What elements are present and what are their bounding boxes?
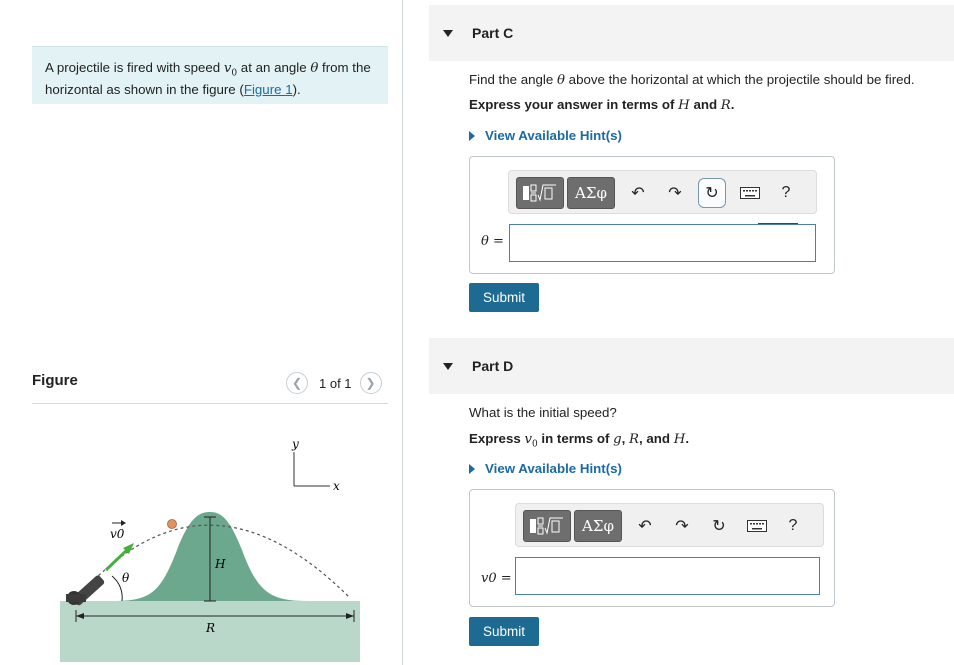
express-and: and <box>689 97 721 112</box>
pager-count: 1 of 1 <box>319 375 352 391</box>
v0-answer-input[interactable] <box>515 557 820 595</box>
math-toolbar <box>515 503 824 547</box>
intro-sub: 0 <box>231 68 238 79</box>
intro-text-c: from the horizontal as shown in the figure ( <box>45 60 371 97</box>
label-v0: v0 <box>110 527 125 541</box>
intro-text-a: A projectile is fired with speed <box>45 60 224 75</box>
hint-label: View Available Hint(s) <box>485 461 622 476</box>
keyboard-icon[interactable] <box>743 511 771 541</box>
redo-icon[interactable]: ↷ <box>668 185 682 202</box>
express-end: . <box>730 97 735 112</box>
label-theta: θ <box>122 571 130 585</box>
greek-symbols-button[interactable]: ΑΣφ <box>574 510 622 542</box>
express-g: g <box>613 432 622 447</box>
caret-right-icon <box>469 131 475 141</box>
theta-answer-input[interactable] <box>509 224 816 262</box>
answer-label-text: v0 = <box>481 571 512 586</box>
templates-icon <box>527 515 567 537</box>
keyboard-icon[interactable] <box>736 178 764 208</box>
projectile-ball <box>168 520 177 529</box>
part-d-express <box>469 431 689 450</box>
intro-theta: θ <box>310 61 319 76</box>
chevron-right-icon[interactable]: ❯ <box>360 372 382 394</box>
express-text: Express <box>469 431 525 446</box>
help-icon[interactable]: ? <box>788 517 798 534</box>
greek-symbols-button[interactable]: ΑΣφ <box>567 177 615 209</box>
reset-icon[interactable]: ↻ <box>698 178 726 208</box>
express-R: R <box>720 98 731 113</box>
part-d-submit-button[interactable]: Submit <box>469 617 539 646</box>
intro-text-b: at an angle <box>237 60 311 75</box>
express-text: Express your answer in terms of <box>469 97 679 112</box>
express-v: v <box>524 432 532 447</box>
part-c-title: Part C <box>472 25 514 41</box>
undo-icon[interactable]: ↶ <box>631 185 645 202</box>
figure-pager <box>286 372 382 394</box>
templates-button[interactable] <box>516 177 564 209</box>
undo-icon[interactable]: ↶ <box>638 518 652 535</box>
answer-label-text: θ = <box>481 234 504 249</box>
express-sub: 0 <box>531 439 538 450</box>
express-H: H <box>673 432 686 447</box>
part-c-submit-button[interactable]: Submit <box>469 283 539 312</box>
figure-link[interactable]: Figure 1 <box>243 81 293 97</box>
math-toolbar <box>508 170 817 214</box>
panel-divider <box>402 0 403 665</box>
caret-down-icon <box>443 363 453 370</box>
chevron-left-icon[interactable]: ❮ <box>286 372 308 394</box>
part-c-express <box>469 97 735 113</box>
express-d: , and <box>639 431 674 446</box>
part-c-header[interactable] <box>429 5 954 61</box>
label-R: R <box>206 621 216 635</box>
answer-label <box>481 233 504 249</box>
templates-icon <box>520 182 560 204</box>
help-icon[interactable]: ? <box>781 184 791 201</box>
answer-label <box>481 570 512 586</box>
part-d-question: What is the initial speed? <box>469 405 617 420</box>
intro-v: v <box>223 61 232 76</box>
templates-button[interactable] <box>523 510 571 542</box>
figure-divider <box>32 403 388 404</box>
express-end: . <box>685 431 690 446</box>
axis-x-label: x <box>333 479 340 493</box>
intro-text-d: ). <box>292 81 301 97</box>
reset-icon[interactable]: ↻ <box>712 518 726 535</box>
redo-icon[interactable]: ↷ <box>675 518 689 535</box>
axes-icon <box>291 437 340 493</box>
express-c: , <box>621 431 629 446</box>
caret-down-icon <box>443 30 453 37</box>
hint-label: View Available Hint(s) <box>485 128 622 143</box>
caret-right-icon <box>469 464 475 474</box>
part-c-answer-box <box>469 156 835 274</box>
part-c-question <box>469 72 915 88</box>
axis-y-label: y <box>292 437 299 451</box>
angle-arc <box>112 576 122 601</box>
label-H: H <box>215 557 226 571</box>
express-R: R <box>628 432 639 447</box>
q-text-b: above the horizontal at which the projectile should be fired. <box>564 72 915 87</box>
part-d-title: Part D <box>472 358 514 374</box>
part-c-hint[interactable] <box>469 128 622 143</box>
express-b: in terms of <box>537 431 614 446</box>
q-theta: θ <box>556 73 565 88</box>
figure-title: Figure <box>32 372 78 389</box>
q-text-a: Find the angle <box>469 72 557 87</box>
part-d-answer-box <box>469 489 835 607</box>
express-H: H <box>678 98 690 113</box>
projectile-figure <box>32 420 372 662</box>
left-panel <box>0 0 402 665</box>
part-d-header[interactable] <box>429 338 954 394</box>
problem-intro <box>32 46 388 104</box>
part-d-hint[interactable] <box>469 461 622 476</box>
